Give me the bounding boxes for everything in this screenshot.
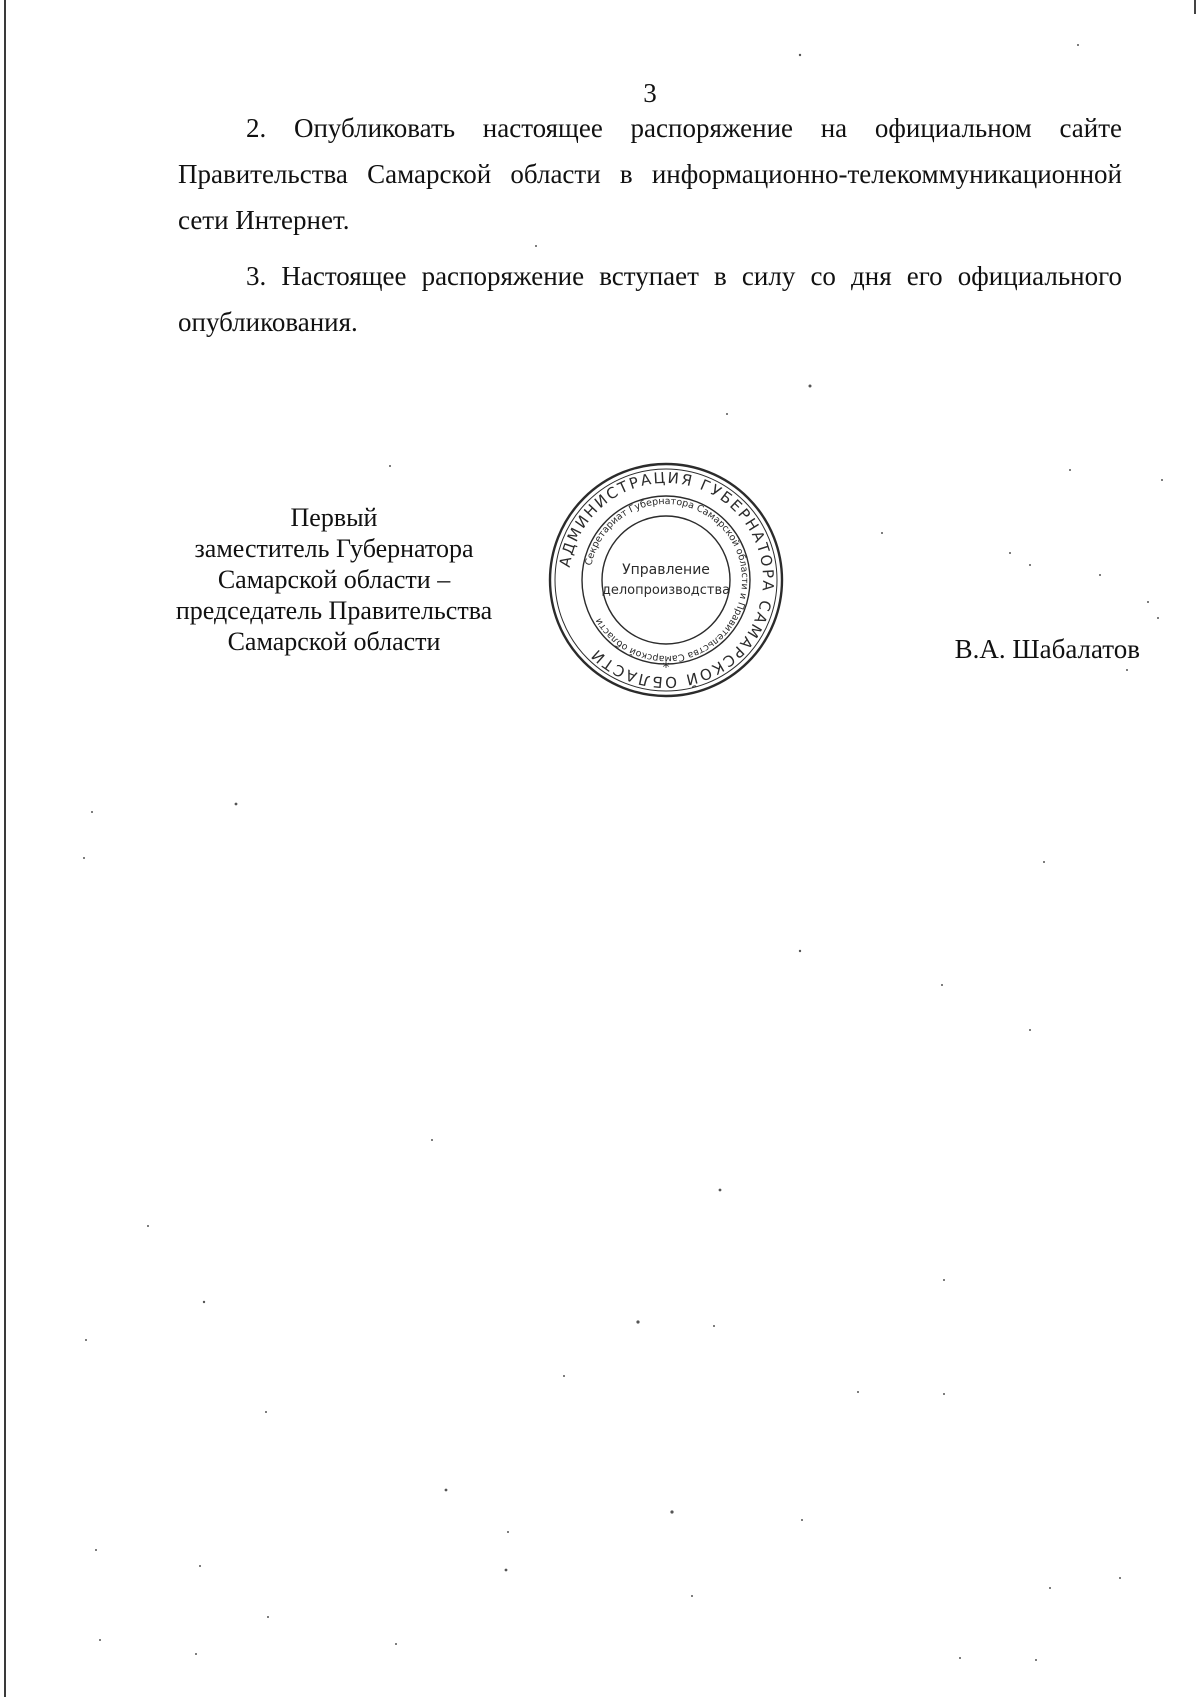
seal-inner-ring — [602, 516, 730, 644]
paragraph-2: 2. Опубликовать настоящее распоряжение на официальном сайте Правительства Самарской области в информационно-телекоммуникационной сети Интернет. — [178, 113, 1122, 235]
seal-outer-text: АДМИНИСТРАЦИЯ ГУБЕРНАТОРА САМАРСКОЙ ОБЛАСТИ — [555, 468, 778, 692]
signer-position-line: Самарской области – — [217, 565, 451, 594]
page-number: 3 — [643, 78, 657, 108]
seal-middle-text: Секретариат Губернатора Самарской области и Правительства Самарской области — [583, 495, 751, 665]
signer-name: В.А. Шабалатов — [954, 634, 1140, 664]
signer-position-line: председатель Правительства — [175, 596, 493, 625]
official-seal — [546, 460, 786, 700]
seal-center-line-2: делопроизводства — [601, 583, 731, 598]
signer-position-line: Самарской области — [227, 627, 441, 656]
signer-position-line: Первый — [290, 503, 378, 532]
paragraph-3: 3. Настоящее распоряжение вступает в силу со дня его официального опубликования. — [178, 261, 1122, 337]
seal-graphic — [546, 460, 786, 700]
signer-position-line: заместитель Губернатора — [194, 534, 474, 563]
signer-position — [150, 502, 518, 657]
seal-star: * — [662, 660, 670, 676]
scan-right-edge — [1194, 0, 1196, 14]
scan-left-edge — [4, 0, 6, 1697]
seal-center-line-1: Управление — [622, 562, 710, 578]
